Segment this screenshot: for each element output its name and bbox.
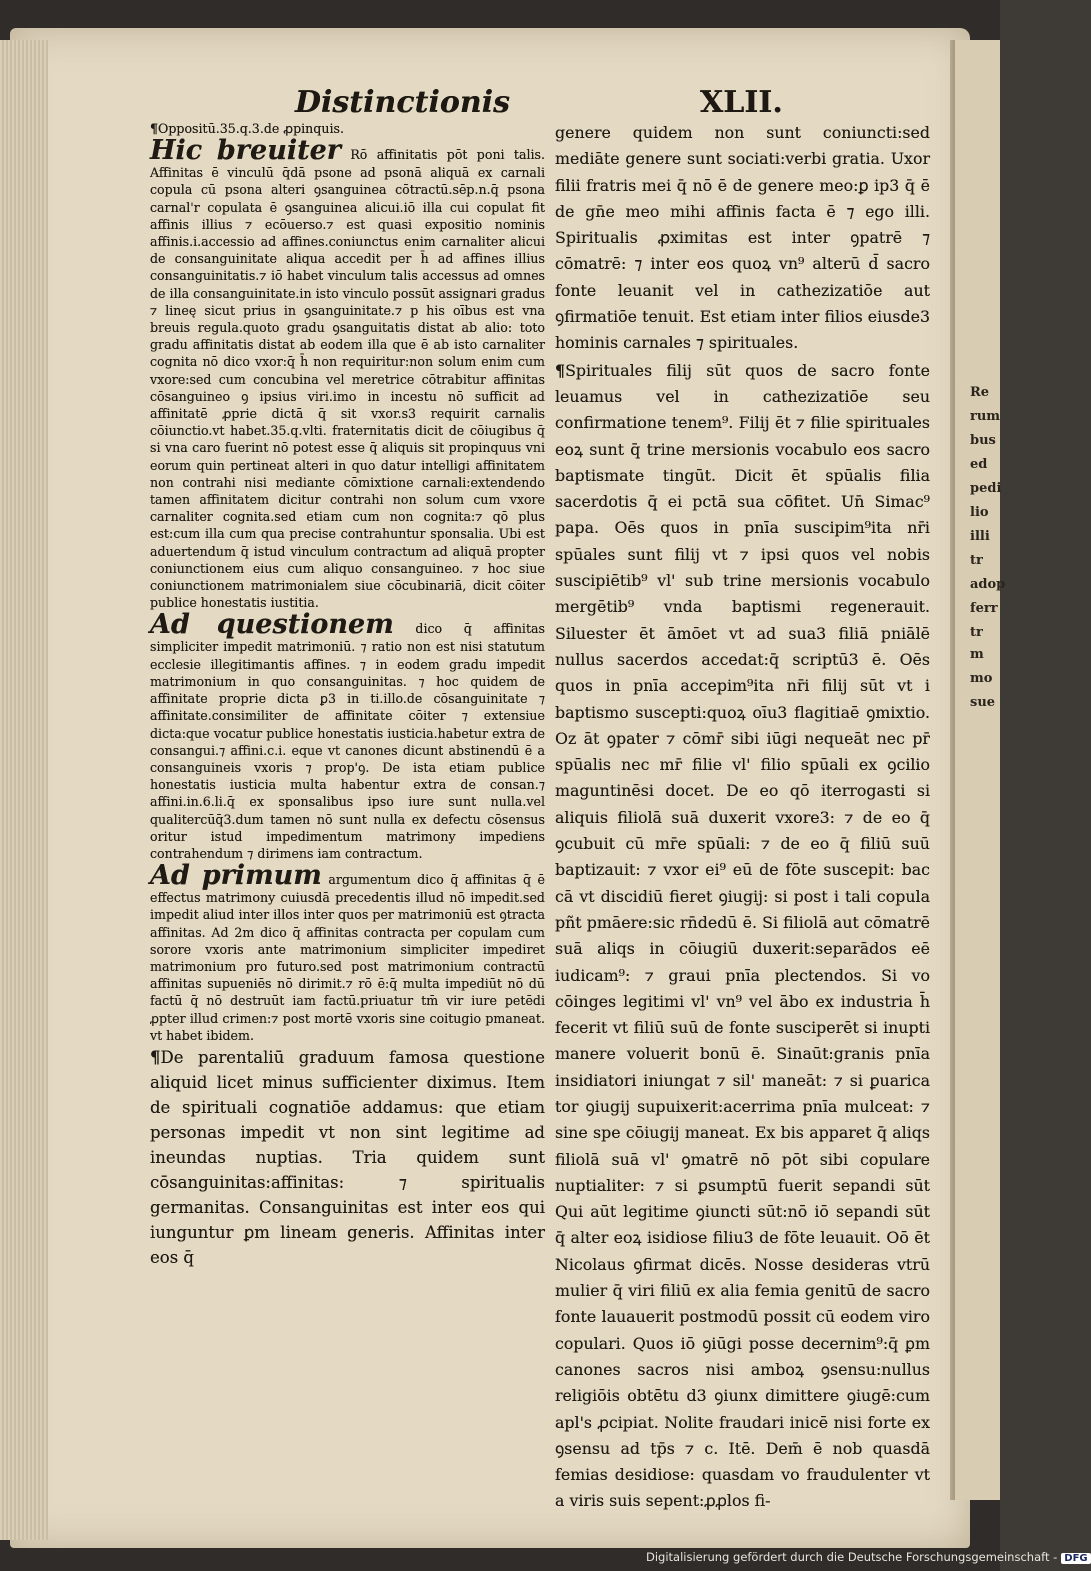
dfg-logo: DFG (1061, 1553, 1090, 1564)
fragment-line: mo (970, 671, 993, 686)
fragment-line: tr m (970, 625, 984, 662)
section-initial: Ad questionem (150, 609, 394, 641)
section-initial: Hic breuiter (150, 135, 341, 167)
paragraph: Ad primum argumentum dico q̄ affinitas q̄ ē effectus matrimony cuiusdā precedentis illud nō impedit.sed impedit aliud inter illos inter quos per matrimoniū est ꝯtracta affinitas. Ad 2m dico q̄ affinitas contracta per copulam cum sorore vxoris ante matrimonium simpliciter impediret matrimonium pro futuro.sed post matrimonium contractū affinitas supueniēs nō dirimit.⁊ rō ē:q̄ multa impediūt nō dū factū q̄ nō destruūt iam factū.priuatur tm̄ vir iure petēdi ꝓpter illud crimen:⁊ post mortē vxoris sine coitugio pmaneat. vt habet ibidem. (150, 860, 545, 1043)
left-text-column (150, 120, 545, 1271)
fragment-line: ferr (970, 601, 998, 616)
fragment-line: lio (970, 505, 989, 520)
paragraph: genere quidem non sunt coniuncti:sed mediāte genere sunt sociati:verbi gratia. Uxor filii fratris mei q̄ nō ē de genere meo:ꝑ ip3 q̄ ē de gn̄e meo mihi affinis facta ē ⁊ ego illi. Spiritualis ꝓximitas est inter ꝯpatrē ⁊ cōmatrē: ⁊ inter eos quoꝝ vn⁹ alterū d̄ sacro fonte leuanit vel in cathezizatiōe aut ꝯfirmatiōe tenuit. Est etiam inter filios eiusde3 hominis carnales ⁊ spirituales. (555, 123, 930, 353)
fragment-line: rum (970, 409, 1001, 424)
fragment-line: tr (970, 553, 983, 568)
pilcrow-icon: ¶ (555, 360, 566, 380)
right-text-column (555, 120, 930, 1516)
paragraph: ¶De parentaliū graduum famosa questione aliquid licet minus sufficienter diximus. Item de spirituali cognatiōe addamus: que etiam personas impedit vt non sint legitime ad ineundas nuptias. Tria quidem sunt cōsanguinitas:affinitas: ⁊ spiritualis germanitas. Consanguinitas est inter eos qui iunguntur ꝑm lineam generis. Affinitas inter eos q̄ (150, 1047, 545, 1267)
next-page-margin (955, 40, 1006, 1500)
fragment-line: adop (970, 577, 1006, 592)
running-head: Distinctionis (295, 85, 510, 120)
section-initial: Ad primum (150, 860, 322, 892)
pilcrow-icon: ¶ (150, 121, 159, 136)
page-edges (0, 40, 48, 1540)
fragment-line: Re (970, 385, 990, 400)
fragment-line: illi (970, 529, 990, 544)
paragraph: Ad questionem dico q̄ affinitas simpliciter impedit matrimoniū. ⁊ ratio non est nisi statutum ecclesie illegitimantis affines. ⁊ in eodem gradu impedit matrimonium in quo consanguinitas. ⁊ hoc quidem de affinitate proprie dicta ꝑ3 in ti.illo.de cōsanguinitate ⁊ affinitate.consimiliter de affinitate cōiter ⁊ extensiue dicta:que vocatur publice honestatis iusticia.habetur extra de consangui.⁊ affini.c.i. eque vt canones dicunt abstinendū ē a consanguineis vxoris ⁊ prop'ꝯ. De ista etiam publice honestatis iusticia multa habentur extra de consan.⁊ affini.in.6.li.q̄ ex sponsalibus ipso iure sunt nulla.vel qualitercūq̄3.dum tamen nō sunt nulla ex defectu cōsensus oritur istud impedimentum matrimony impediens contrahendum ⁊ dirimens iam contractum. (150, 609, 545, 861)
footer-text: Digitalisierung gefördert durch die Deutsche Forschungsgemeinschaft - (646, 1550, 1058, 1564)
folio-number: XLII. (700, 85, 783, 120)
fragment-line: ed (970, 457, 988, 472)
digitization-footer (646, 1550, 1091, 1564)
fragment-line: bus (970, 433, 996, 448)
paragraph: Hic breuiter Rō affinitatis pōt poni talis. Affinitas ē vinculū q̄dā psone ad psonā aliquā ex carnali copula cū psona alteri ꝯsanguinea cōtractū.sēp.n.q̄ psona carnal'r copulata ē ꝯsanguinea alicui.iō illa cui copulat fit affinis illius ⁊ ecōuerso.⁊ est quasi expositio nominis affinis.i.accessio ad affines.coniunctus enim carnaliter alicui de consanguinitate aliqua accedit per h̄ ad affines illius consanguinitatis.⁊ iō habet vinculum talis accessus ad omnes de illa consanguinitate.in isto vinculo possūt assignari gradus ⁊ lineę sicut prius in ꝯsanguinitate.⁊ p his oībus est vna breuis regula.quoto gradu ꝯsanguitatis distat ab alio: toto gradu affinitatis distat ab eodem illa que ē ab isto carnaliter cognita nō dico vxor:q̄ h̄ non requiritur:non solum enim cum vxore:sed cum concubina vel meretrice cōtrabitur affinitas cōsanguineo ꝯ ipsius viri.imo in incestu nō sufficit ad affinitatē ꝓprie dictā q̄ sit vxor.s3 requirit carnalis cōiunctio.vt habet.35.q.vlti. fraternitatis dicit de cōiugibus q̄ si vna caro fuerint nō potest esse q̄ aliquis sit propinquus vni eorum quin pertineat alteri in quo datur intelligi affinitatem non contrahi nisi mediante cōmixtione carnali:extendendo tamen affinitatem dicitur contrahi non solum cum vxore carnaliter cognita.sed etiam cum non cognita:⁊ qō plus est:cum illa cum qua precise contrahuntur sponsalia. Ubi est aduertendum q̄ istud vinculum contractum ad aliquā propter coniunctionem eius cum aliquo consanguineo. ⁊ hoc siue coniunctionem matrimonialem siue cōcubinariā, dicit cōiter publice honestatis iustitia. (150, 135, 545, 611)
pilcrow-icon: ¶ (150, 1047, 161, 1067)
fragment-line: pedi (970, 481, 1002, 496)
next-page-fragment (970, 380, 1006, 716)
paragraph: ¶Oppositū.35.q.3.de ꝓpinquis. (150, 121, 344, 136)
fragment-line: sue (970, 695, 996, 710)
paragraph: ¶Spirituales filij sūt quos de sacro fonte leuamus vel in cathezizatiōe seu confirmatione tenem⁹. Filij ēt ⁊ filie spirituales eoꝝ sunt q̄ trine mersionis vocabulo eos sacro baptismate tingūt. Dicit ēt spūalis filia sacerdotis q̄ ei pctā sua cōfitet. Un̄ Simac⁹ papa. Oēs quos in pnīa suscipim⁹ita nr̄i spūales sunt filij vt ⁊ ipsi quos vel nobis suscipiētib⁹ vl' sub trine mersionis vocabulo mergētib⁹ vnda baptismi regenerauit. Siluester ēt āmōet vt ad sua3 filiā pniālē nullus sacerdos accedat:q̄ scriptū3 ē. Oēs quos in pnīa accepim⁹ita nr̄i filij sūt vt i baptismo suscepti:quoꝝ oīu3 flagitiaē ꝯmixtio. Oz āt ꝯpater ⁊ cōmr̄ sibi iūgi nequeāt nec pr̄ spūalis nec mr̄ filie vl' filio spūali ex ꝯcilio maguntinēsi docet. De eo qō iterrogasti si aliquis filiolā suā duxerit vxore3: ⁊ de eo q̄ ꝯcubuit cū mr̄e spūali: ⁊ de eo q̄ filiū suū baptizauit: ⁊ vxor ei⁹ eū de fōte suscepit: bac cā vt discidiū fieret ꝯiugij: si post i tali copula pñt pmāere:sic rn̄dedū ē. Si filiolā aut cōmatrē suā aliqs in cōiugiū duxerit:separādos eē iudicam⁹: ⁊ graui pnīa plectendos. Si vo cōinges legitimi vl' vn⁹ vel ābo ex industria h̄ fecerit vt filiū suū de fonte susciperēt si inupti manere voluerit bonū ē. Sinaūt:granis pnīa insidiatori iniungat ⁊ sil' maneāt: ⁊ si ꝑuarica tor ꝯiugij supuixerit:acerrima pnīa mulceat: ⁊ sine spe cōiugij maneat. Ex bis apparet q̄ aliqs filiolā suā vl' ꝯmatrē nō pōt sibi copulare nuptialiter: ⁊ si ꝑsumptū fuerit sepandi sūt Qui aūt legitime ꝯiuncti sūt:nō iō sepandi sūt q̄ alter eoꝝ isidiose filiu3 de fōte leuauit. Oō ēt Nicolaus ꝯfirmat dicēs. Nosse desideras vtrū mulier q̄ viri filiū ex alia femia genitū de sacro fonte lauauerit postmodū possit cū eodem viro copulari. Quos iō ꝯiūgi posse decernim⁹:q̄ ꝑm canones sacros nisi amboꝝ ꝯsensu:nullus religiōis obtētu d3 ꝯiunx dimittere ꝯiugē:cum apl's ꝓcipiat. Nolite fraudari inicē nisi forte ex ꝯsensu ad tp̄s ⁊ c. Itē. Dem̄ ē nob quasdā femias desidiose: quasdam vo fraudulenter vt a viris suis sepent:ꝓꝓlos fi- (555, 360, 930, 1511)
